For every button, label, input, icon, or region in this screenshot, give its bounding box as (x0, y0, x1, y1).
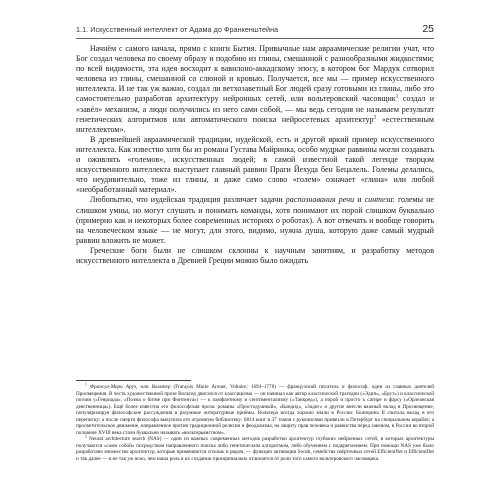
text-run: (François Marie Arouet, Voltaire; 1694–1778) — французский писатель и философ, один из главных деятелей Просвещения. В честь художественной прозе Вольтер двигался от классицизма — он начинал как автор классической трагедии («Эдип», «Брут») и классической поэзии («Генриада», «Поэма о битве при Фонтенуа») — к памфлетному и сентиментализму («Танкред»), а порой и просто к сатире и фарсу («Орлеанская девственница»). Ещё более известна его философская проза: романы «Простодушный», «Кандид», «Задиг» и другие внесли важный вклад в Просвещение, популяризируя философские рассуждения в разумные литературные приёмы. Вольтера всегда хорошо знали в России: Екатерина II считала вклад в его переписку; а после смерти философа выкупила его огромную библиотеку: 6814 книг в 37 томов с рукописями привезли в Петербург на специальном корабле; а просветительское движение, направленное против традиционной религии и феодализма, на защиту прав человека и равенства перед законом, в России во второй половине XVIII века стали буквально называть «вольтерьянством». (76, 384, 434, 436)
footnote (76, 436, 434, 462)
footnote-number: 1 (85, 382, 87, 387)
text-run: и (354, 195, 365, 205)
emphasis-text: распознавания речи (285, 195, 355, 205)
text-run: «естественным интеллектом». (76, 114, 434, 134)
text-run: Греческие боги были не слишком склонны к научным занятиям, и разработку методов искусственного интеллекта в Древней Греции можно было ожидать (76, 245, 434, 265)
text-run: : големы не слишком умны, но могут слушать и понимать команды, хотя понимают их порой слишком буквально (примерно как и некоторых более современных историях о роботах). А вот отвечать и вообще говорить на человеческом языке — не могут, для этого, видимо, нужна душа, которую даже самый мудрый раввин вложить не может. (76, 195, 435, 245)
paragraph (76, 246, 434, 266)
paragraph (76, 195, 434, 245)
text-run: создал и «завёл» механизм, а люди получились из него сами собой, — мы ведь сегодня не называем результат генетических алгоритмов или автоматического поиска нейросетевых архитектур (76, 94, 434, 124)
footnote (76, 384, 434, 436)
body-text (76, 44, 434, 266)
footnote-ref: 1 (395, 93, 399, 100)
emphasis-text: синтеза (364, 195, 393, 205)
footnote-ref: 2 (373, 113, 377, 120)
text-run: В древнейшей авраамической традиции, иудейской, есть и другой яркий пример искусственного интеллекта. Как известно хотя бы из романа Густава Майринка, особо мудрые раввины могли создавать и оживлять «големов», искусственных людей; в самой известной такой легенде творцом искусственного интеллекта выступает главный раввин Праги Йехуда бен Бецалель. Големы делались, что неудивительно, тоже из глины, и даже само слово «голем» означает «глина» или любой «необработанный материал». (76, 134, 434, 195)
text-run: , или (136, 384, 152, 390)
text-run: Neural architecture search (NAS) — один из важных современных методов разработки архитектур глубоких нейронных сетей, в которых архитектуры получаются «сами собой» посредством направленного поиска либо генетическим алгоритмом, либо обучением с подкреплением. При помощи NAS уже было разработано множество архитектур, которые применяются сплошь и рядом, — функции активации Swish, семейства свёрточных сетей EfficientNet и EfficientDet и так далее — и не так уж ясно, чем наша роль в их создании принципиально отличается от роли того самого вольтеровского часовщика. (76, 436, 434, 463)
paragraph (76, 44, 434, 135)
footnotes (76, 384, 434, 463)
header-rule (76, 38, 434, 39)
running-header (76, 23, 434, 35)
footnote-number: 2 (85, 434, 87, 439)
text-run: Начнём с самого начала, прямо с книги Бытия. Привычные нам авраамические религии учат, что Бог создал человека по своему образу и подобию из глины, смешанной с разнообразными жидкостями; по всей видимости, эта идея восходит к вавилоно-аккадскому эпосу, в котором бог Мардук сотворил человека из глины, смешанной со слюной и кровью. Получается, все мы — пример искусственного интеллекта. И не так уж важно, создал ли ветхозаветный Бог людей сразу готовыми из глины, либо это самостоятельно разработав архитектуру нейронных сетей, или вольтеровский часовщик (76, 44, 434, 104)
chapter-title: 1.1. Искусственный интеллект от Адама до Франкенштейна (76, 25, 279, 34)
emphasis-text: Вольтер (151, 384, 171, 390)
text-run: Любопытно, что иудейская традиция различает задачи (90, 195, 286, 205)
paragraph (76, 135, 434, 196)
footnote-rule (76, 380, 191, 381)
page-number: 25 (422, 23, 434, 35)
emphasis-text: Франсуа-Мари Аруэ (89, 384, 137, 390)
